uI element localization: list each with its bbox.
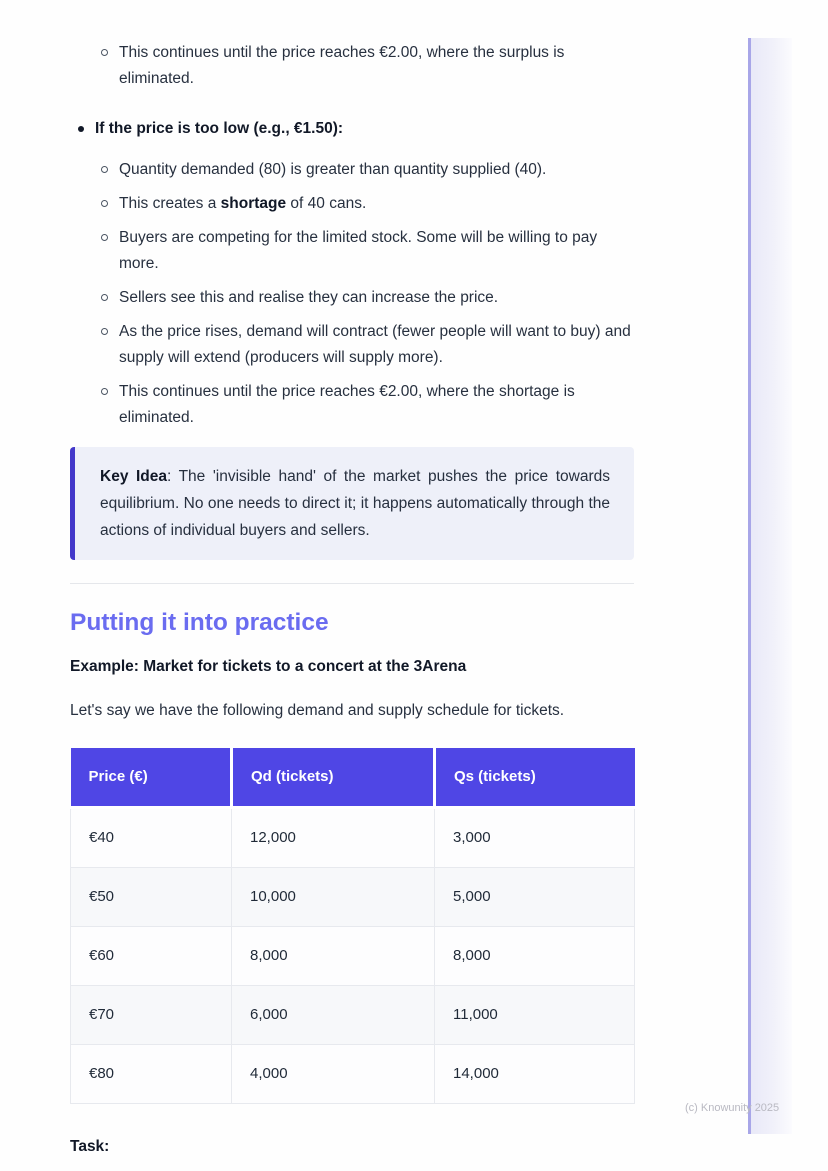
table-cell: €70 [71, 986, 232, 1045]
task-label: Task: [70, 1138, 110, 1155]
circle-bullet-icon [101, 328, 108, 335]
circle-bullet-icon [101, 200, 108, 207]
table-cell: 8,000 [232, 927, 435, 986]
table-cell: 14,000 [435, 1045, 635, 1104]
table-cell: 6,000 [232, 986, 435, 1045]
section-divider [70, 583, 634, 584]
key-idea-text: : The 'invisible hand' of the market pushes the price towards equilibrium. No one needs to direct it; it happens automatically through the actions of individual buyers and sellers. [100, 468, 610, 539]
table-cell: 11,000 [435, 986, 635, 1045]
table-cell: 5,000 [435, 868, 635, 927]
circle-bullet-icon [101, 388, 108, 395]
circle-bullet-icon [101, 234, 108, 241]
list-item [70, 225, 634, 277]
list-item [70, 157, 634, 183]
table-header-row [71, 748, 635, 808]
list-item [70, 40, 634, 92]
list-item [70, 379, 634, 431]
section-heading: Putting it into practice [70, 609, 329, 636]
circle-bullet-icon [101, 49, 108, 56]
ticket-schedule-table [70, 748, 635, 1104]
list-item-heading-text: If the price is too low (e.g., €1.50): [95, 120, 344, 137]
table-row [71, 986, 635, 1045]
list-item-heading [70, 116, 634, 142]
table-cell: 12,000 [232, 808, 435, 868]
table-cell: €50 [71, 868, 232, 927]
table-row [71, 1045, 635, 1104]
page-content [70, 0, 634, 1160]
table-cell: 3,000 [435, 808, 635, 868]
example-heading: Example: Market for tickets to a concert at the 3Arena [70, 658, 467, 675]
list-item-text: This creates a shortage of 40 cans. [119, 195, 367, 212]
list-item-text: Buyers are competing for the limited stock. Some will be willing to pay more. [119, 229, 598, 272]
table-cell: €80 [71, 1045, 232, 1104]
list-item-text: This continues until the price reaches €2.00, where the surplus is eliminated. [119, 44, 565, 87]
list-item [70, 191, 634, 217]
watermark-text: (c) Knowunity 2025 [685, 1102, 780, 1114]
list-item [70, 285, 634, 311]
disc-bullet-icon [78, 126, 84, 132]
table-cell: 8,000 [435, 927, 635, 986]
list-item [70, 319, 634, 371]
table-cell: €60 [71, 927, 232, 986]
list-item-text: As the price rises, demand will contract (fewer people will want to buy) and supply will extend (producers will supply more). [119, 323, 631, 366]
key-idea-label: Key Idea [100, 468, 167, 485]
key-idea-callout [70, 447, 634, 560]
list-item-text: This continues until the price reaches €2.00, where the shortage is eliminated. [119, 383, 575, 426]
table-header-qs: Qs (tickets) [435, 748, 635, 808]
right-margin-stripe [748, 38, 792, 1134]
table-intro-text: Let's say we have the following demand and supply schedule for tickets. [70, 702, 565, 719]
table-row [71, 868, 635, 927]
table-cell: 4,000 [232, 1045, 435, 1104]
list-item-text: Quantity demanded (80) is greater than quantity supplied (40). [119, 161, 547, 178]
circle-bullet-icon [101, 166, 108, 173]
table-row [71, 808, 635, 868]
table-header-qd: Qd (tickets) [232, 748, 435, 808]
table-row [71, 927, 635, 986]
table-header-price: Price (€) [71, 748, 232, 808]
bullet-list-top [70, 40, 634, 92]
bullet-list-low-price [70, 157, 634, 431]
list-item-text: Sellers see this and realise they can increase the price. [119, 289, 499, 306]
table-cell: €40 [71, 808, 232, 868]
circle-bullet-icon [101, 294, 108, 301]
table-cell: 10,000 [232, 868, 435, 927]
